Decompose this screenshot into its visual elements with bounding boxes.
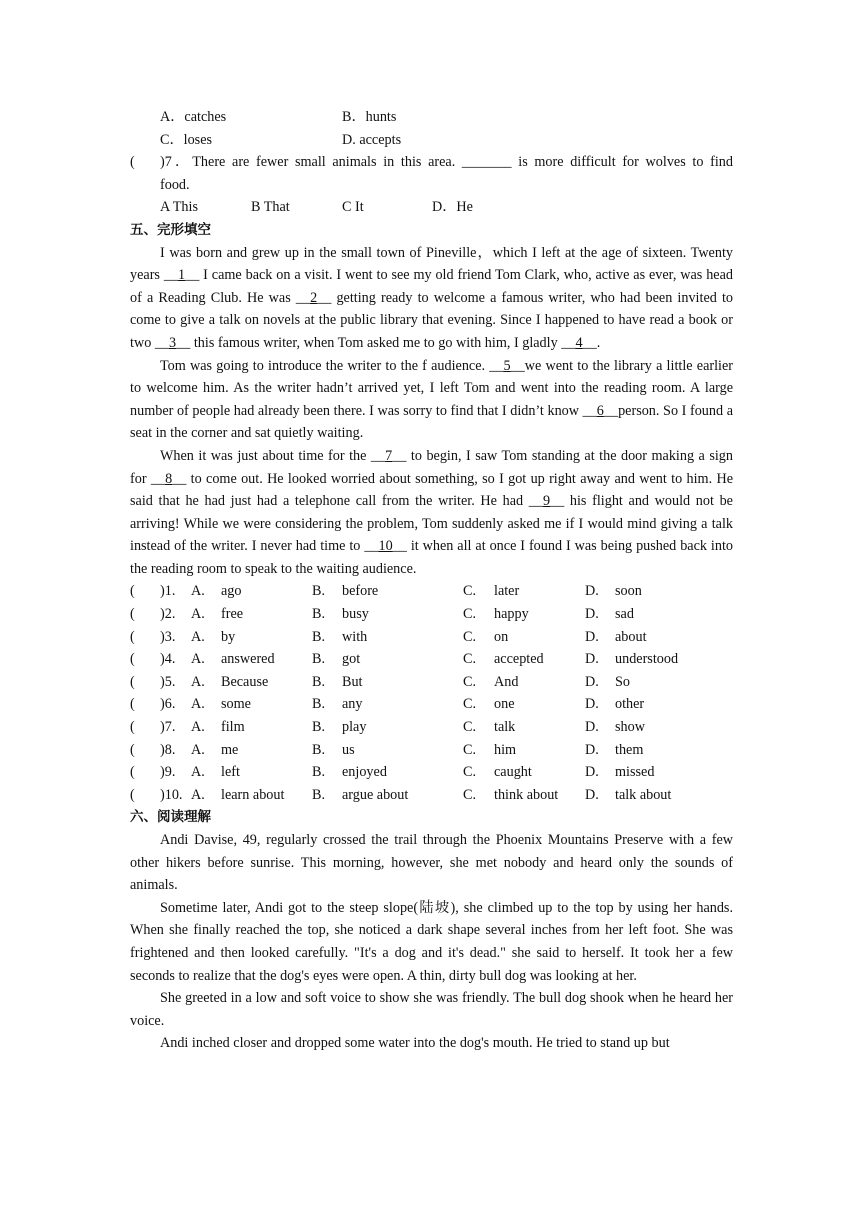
cloze-question-paren: ( xyxy=(130,696,135,713)
reading-paragraph-4: Andi inched closer and dropped some water into the dog's mouth. He tried to stand up but xyxy=(160,1035,670,1052)
cloze-question-a: A. xyxy=(191,741,205,758)
cloze-question-bv: play xyxy=(342,719,367,736)
cloze-question-dv: understood xyxy=(615,651,679,668)
cloze-question-dv: them xyxy=(615,741,644,758)
cloze-question-c: C. xyxy=(463,651,477,668)
cloze-question-bv: before xyxy=(342,583,379,600)
q6-options-row-2 xyxy=(130,129,733,152)
reading-paragraph-1: Andi Davise, 49, regularly crossed the trail through the Phoenix Mountains Preserve with a few other hikers before sunrise. This morning, however, she met nobody and heard only the sounds of animals. xyxy=(130,832,733,894)
cloze-question-av: left xyxy=(221,764,240,781)
cloze-question-b: B. xyxy=(312,673,326,690)
cloze-question-num: )1. xyxy=(160,583,176,600)
q7-option-a: A This xyxy=(160,199,198,216)
cloze-question-c: C. xyxy=(463,583,477,600)
q7-stem-continuation xyxy=(130,174,733,197)
cloze-question-cv: accepted xyxy=(494,651,544,668)
cloze-question-b: B. xyxy=(312,583,326,600)
blank-3: 3 xyxy=(169,334,177,351)
cloze-question-bv: with xyxy=(342,628,368,645)
cloze-question-d: D. xyxy=(585,764,599,781)
cloze-question-paren: ( xyxy=(130,651,135,668)
q7-option-d: D．He xyxy=(432,199,473,216)
cloze-question-av: film xyxy=(221,719,245,736)
cloze-question-paren: ( xyxy=(130,741,135,758)
cloze-options-table xyxy=(130,580,733,806)
cloze-question-row xyxy=(130,761,733,784)
cloze-question-av: some xyxy=(221,696,251,713)
document-page xyxy=(130,106,733,1055)
q6-option-d: D. accepts xyxy=(342,131,402,148)
cloze-question-c: C. xyxy=(463,764,477,781)
blank-8: 8 xyxy=(165,470,173,487)
cloze-question-num: )9. xyxy=(160,764,176,781)
cloze-question-b: B. xyxy=(312,606,326,623)
cloze-question-cv: caught xyxy=(494,764,532,781)
cloze-question-dv: soon xyxy=(615,583,642,600)
cloze-question-num: )10. xyxy=(160,786,183,803)
cloze-question-cv: later xyxy=(494,583,520,600)
q6-option-b: B．hunts xyxy=(342,109,397,125)
cloze-question-bv: busy xyxy=(342,606,369,623)
cloze-question-a: A. xyxy=(191,628,205,645)
cloze-question-b: B. xyxy=(312,651,326,668)
cloze-question-num: )7. xyxy=(160,719,176,736)
cloze-question-d: D. xyxy=(585,583,599,600)
q7-option-b: B That xyxy=(251,199,290,216)
cloze-question-num: )6. xyxy=(160,696,176,713)
q7-options xyxy=(130,196,733,219)
blank-2: 2 xyxy=(310,289,318,306)
cloze-question-a: A. xyxy=(191,764,205,781)
cloze-question-a: A. xyxy=(191,583,205,600)
cloze-question-bv: got xyxy=(342,651,361,668)
cloze-question-av: ago xyxy=(221,583,242,600)
cloze-question-cv: him xyxy=(494,741,517,758)
cloze-question-cv: happy xyxy=(494,606,529,623)
cloze-question-c: C. xyxy=(463,741,477,758)
reading-paragraph-3: She greeted in a low and soft voice to show she was friendly. The bull dog shook when he heard her voice. xyxy=(130,990,733,1029)
cloze-question-dv: talk about xyxy=(615,786,672,803)
cloze-question-bv: But xyxy=(342,673,363,690)
cloze-question-row xyxy=(130,739,733,762)
cloze-question-bv: us xyxy=(342,741,355,758)
cloze-question-b: B. xyxy=(312,696,326,713)
cloze-question-av: me xyxy=(221,741,239,758)
cloze-question-a: A. xyxy=(191,696,205,713)
cloze-question-paren: ( xyxy=(130,583,135,600)
cloze-question-av: learn about xyxy=(221,786,285,803)
blank-7: 7 xyxy=(385,447,393,464)
cloze-question-paren: ( xyxy=(130,628,135,645)
cloze-question-bv: argue about xyxy=(342,786,409,803)
cloze-question-d: D. xyxy=(585,696,599,713)
q6-option-a: A．catches xyxy=(160,109,227,125)
cloze-question-dv: So xyxy=(615,673,630,690)
cloze-question-c: C. xyxy=(463,786,477,803)
cloze-question-row xyxy=(130,693,733,716)
cloze-question-c: C. xyxy=(463,719,477,736)
q7-paren: ( xyxy=(130,154,135,171)
cloze-question-cv: And xyxy=(494,673,519,690)
cloze-question-row xyxy=(130,648,733,671)
q7-option-c: C It xyxy=(342,199,364,216)
cloze-question-row xyxy=(130,784,733,807)
cloze-question-c: C. xyxy=(463,606,477,623)
cloze-question-cv: think about xyxy=(494,786,559,803)
cloze-paragraph-2: Tom was going to introduce the writer to the f audience. __5__we went to the library a little earlier to welcome him. As the writer hadn’t arrived yet, I left Tom and went into the reading room. A large number of people had already been there. I was sorry to find that I didn’t know __6__person. So I found a seat in the corner and sat quietly waiting. xyxy=(130,357,733,442)
cloze-question-c: C. xyxy=(463,673,477,690)
cloze-question-a: A. xyxy=(191,673,205,690)
cloze-question-num: )5. xyxy=(160,673,176,690)
cloze-question-row xyxy=(130,671,733,694)
reading-paragraph-2: Sometime later, Andi got to the steep slope(陆坡), she climbed up to the top by using her hands. When she finally reached the top, she noticed a dark shape several inches from her left foot. She was frightened and then looked carefully. "It's a dog and it's dead." she said to herself. It took her a few seconds to realize that the dog's eyes were open. A thin, dirty bull dog was looking at her. xyxy=(130,899,733,984)
cloze-question-cv: talk xyxy=(494,719,516,736)
cloze-question-paren: ( xyxy=(130,786,135,803)
cloze-question-paren: ( xyxy=(130,606,135,623)
cloze-question-b: B. xyxy=(312,719,326,736)
cloze-question-paren: ( xyxy=(130,673,135,690)
blank-6: 6 xyxy=(596,402,604,419)
cloze-question-d: D. xyxy=(585,673,599,690)
cloze-question-dv: other xyxy=(615,696,645,713)
blank-10: 10 xyxy=(378,538,393,555)
cloze-question-a: A. xyxy=(191,786,205,803)
cloze-question-row xyxy=(130,580,733,603)
cloze-question-dv: show xyxy=(615,719,645,736)
q6-options-row-1 xyxy=(130,106,733,129)
cloze-question-num: )4. xyxy=(160,651,176,668)
cloze-question-d: D. xyxy=(585,786,599,803)
cloze-question-c: C. xyxy=(463,628,477,645)
blank-5: 5 xyxy=(503,357,511,374)
blank-4: 4 xyxy=(575,334,583,351)
cloze-question-dv: sad xyxy=(615,606,634,623)
cloze-question-b: B. xyxy=(312,741,326,758)
cloze-question-bv: any xyxy=(342,696,363,713)
cloze-question-c: C. xyxy=(463,696,477,713)
cloze-question-a: A. xyxy=(191,651,205,668)
cloze-question-av: Because xyxy=(221,673,269,690)
cloze-question-d: D. xyxy=(585,606,599,623)
cloze-question-dv: missed xyxy=(615,764,655,781)
cloze-question-a: A. xyxy=(191,719,205,736)
blank-9: 9 xyxy=(542,493,551,510)
cloze-question-cv: one xyxy=(494,696,515,713)
q7-stem xyxy=(130,151,733,174)
cloze-question-b: B. xyxy=(312,628,326,645)
cloze-question-paren: ( xyxy=(130,764,135,781)
cloze-question-d: D. xyxy=(585,651,599,668)
cloze-question-av: by xyxy=(221,628,236,645)
cloze-question-paren: ( xyxy=(130,719,135,736)
section5-heading: 五、完形填空 xyxy=(130,221,211,238)
cloze-question-b: B. xyxy=(312,764,326,781)
cloze-question-num: )8. xyxy=(160,741,176,758)
cloze-question-bv: enjoyed xyxy=(342,764,387,781)
cloze-question-d: D. xyxy=(585,628,599,645)
cloze-question-dv: about xyxy=(615,628,647,645)
cloze-question-a: A. xyxy=(191,606,205,623)
cloze-paragraph-3: When it was just about time for the __7__ to begin, I saw Tom standing at the door making a sign for __8__ to come out. He looked worried about something, so I got up right away and went to him. He said that he had just had a telephone call from the writer. He had __9__ his flight and would not be arriving! While we were considering the problem, Tom suddenly asked me if I would mind giving a talk instead of the writer. I never had time to __10__ it when all at once I found I was being pushed back into the reading room to speak to the waiting audience. xyxy=(130,447,733,577)
cloze-question-row xyxy=(130,603,733,626)
cloze-question-cv: on xyxy=(494,628,509,645)
cloze-paragraph-1: I was born and grew up in the small town of Pineville，which I left at the age of sixteen. Twenty years __1__ I came back on a visit. I went to see my old friend Tom Clark, who, active as ever, was head of a Reading Club. He was __2__ getting ready to welcome a famous writer, who had been invited to come to give a talk on novels at the public library that evening. Since I happened to have read a book or two __3__ this famous writer, when Tom asked me to go with him, I gladly __4__. xyxy=(130,244,733,351)
q7-continuation: food. xyxy=(160,176,190,193)
cloze-question-d: D. xyxy=(585,719,599,736)
cloze-question-av: free xyxy=(221,606,244,623)
cloze-question-row xyxy=(130,716,733,739)
cloze-question-b: B. xyxy=(312,786,326,803)
q6-option-c: C．loses xyxy=(160,131,213,148)
section6-heading: 六、阅读理解 xyxy=(130,809,211,826)
cloze-question-d: D. xyxy=(585,741,599,758)
blank-1: 1 xyxy=(178,267,186,284)
cloze-question-av: answered xyxy=(221,651,275,668)
cloze-question-num: )2. xyxy=(160,606,176,623)
cloze-question-row xyxy=(130,626,733,649)
cloze-question-num: )3. xyxy=(160,628,176,645)
q7-text: )7．There are fewer small animals in this area. _______ is more difficult for wolves to find xyxy=(160,154,733,171)
